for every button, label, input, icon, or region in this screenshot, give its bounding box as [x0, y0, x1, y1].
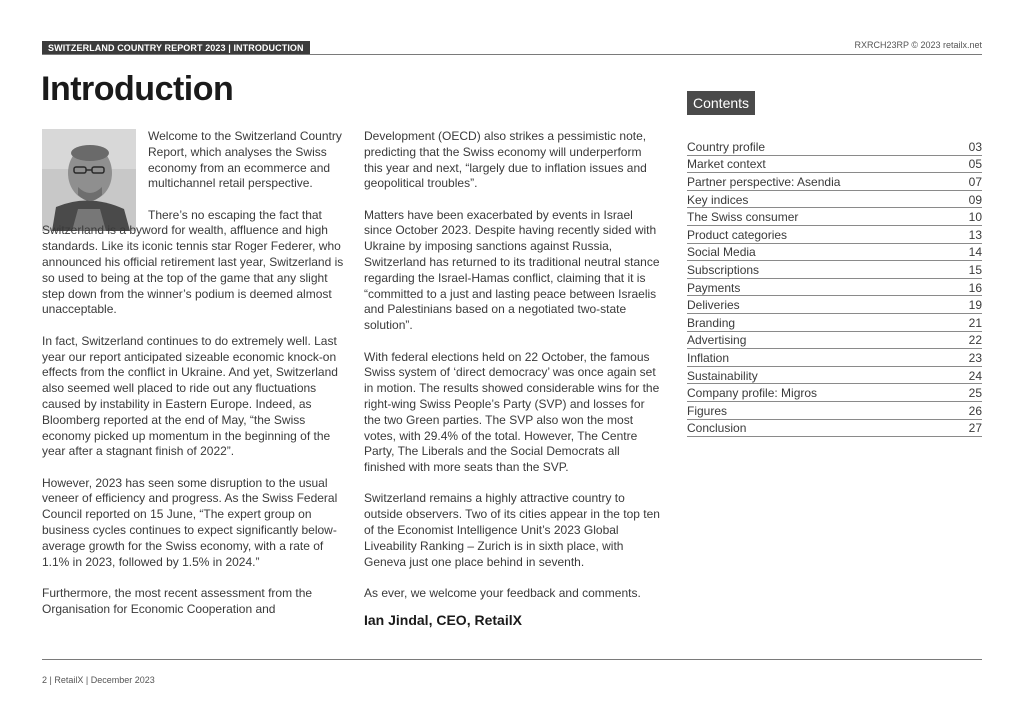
- toc-item[interactable]: [687, 208, 982, 226]
- toc-item[interactable]: [687, 384, 982, 402]
- paragraph: Development (OECD) also strikes a pessimistic note, predicting that the Swiss economy will underperform this year and next, “largely due to inflation issues and geopolitical troubles”.: [364, 129, 647, 191]
- paragraph: Furthermore, the most recent assessment from the Organisation for Economic Cooperation and: [42, 585, 313, 616]
- toc-item-label: Social Media: [687, 245, 756, 260]
- toc-item-label: Deliveries: [687, 298, 740, 313]
- toc-item-label: Sustainability: [687, 368, 758, 383]
- toc-item-label: Market context: [687, 157, 766, 172]
- paragraph: Matters have been exacerbated by events in Israel since October 2023. Despite having recently sided with Ukraine by imposing sanctions against Russia, Switzerland has returned to its traditional neutral stance regarding the Israel-Hamas conflict, claiming that it is “committed to a just and lasting peace between Israelis and Palestinians based on a negotiated two-state solution”.: [364, 207, 660, 333]
- page-title: Introduction: [41, 70, 234, 108]
- paragraph: With federal elections held on 22 October, the famous Swiss system of ‘direct democracy’ was once again set in motion. The results showed considerable wins for the right-wing Swiss People’s Party (SVP) and losses for the two Green parties. The SVP also won the most votes, with 29.4% of the total. However, The Centre Party, The Liberals and the Social Democrats all finished with more seats than the SVP.: [364, 349, 660, 475]
- body-column-right: [364, 129, 662, 629]
- toc-item-label: Inflation: [687, 350, 730, 365]
- toc-item-page: 07: [968, 174, 982, 189]
- toc-item-page: 27: [968, 421, 982, 436]
- toc-item-page: 22: [968, 333, 982, 348]
- toc-item-label: Key indices: [687, 192, 749, 207]
- toc-item[interactable]: [687, 279, 982, 297]
- footer-divider: [42, 659, 982, 660]
- toc-item[interactable]: [687, 138, 982, 156]
- toc-item-page: 03: [968, 139, 982, 154]
- toc-item-label: Country profile: [687, 139, 766, 154]
- toc-item[interactable]: [687, 244, 982, 262]
- paragraph: Welcome to the Switzerland Country Report, which analyses the Swiss economy from an ecommerce and multichannel retail perspective.: [148, 129, 342, 191]
- author-signature: Ian Jindal, CEO, RetailX: [364, 612, 522, 629]
- toc-item-page: 25: [968, 386, 982, 401]
- toc-item[interactable]: [687, 173, 982, 191]
- toc-item-page: 13: [968, 227, 982, 242]
- toc-item[interactable]: [687, 420, 982, 438]
- toc-item-page: 16: [968, 280, 982, 295]
- toc-item[interactable]: [687, 156, 982, 174]
- toc-item-label: Payments: [687, 280, 741, 295]
- toc-item-label: Advertising: [687, 333, 747, 348]
- toc-item[interactable]: [687, 261, 982, 279]
- toc-item-label: Company profile: Migros: [687, 386, 818, 401]
- paragraph: There’s no escaping the fact that Switzerland is a byword for wealth, affluence and high standards. Like its iconic tennis star Roger Federer, who announced his official retirement last year, Switzerland is so used to being at the top of the game that any slight step down from the winner’s podium is deemed almost unacceptable.: [42, 207, 344, 317]
- toc-item-label: Conclusion: [687, 421, 747, 436]
- toc-item-page: 21: [968, 315, 982, 330]
- toc-item[interactable]: [687, 226, 982, 244]
- portrait-spacer: [42, 129, 148, 221]
- toc-item-label: The Swiss consumer: [687, 210, 799, 225]
- header-divider: [42, 54, 982, 55]
- paragraph: As ever, we welcome your feedback and comments.: [364, 585, 641, 600]
- toc-item[interactable]: [687, 332, 982, 350]
- toc-item-page: 26: [968, 403, 982, 418]
- toc-item[interactable]: [687, 191, 982, 209]
- toc-item[interactable]: [687, 349, 982, 367]
- toc-item-page: 23: [968, 350, 982, 365]
- toc-item-label: Figures: [687, 403, 728, 418]
- toc-item[interactable]: [687, 402, 982, 420]
- paragraph: However, 2023 has seen some disruption to the usual veneer of efficiency and progress. As the Swiss Federal Council reported on 15 June, “The expert group on business cycles continues to expect significantly below-average growth for the Swiss economy, with a rate of 1.1% in 2023, followed by 1.5% in 2024.”: [42, 475, 338, 569]
- toc-item-page: 09: [968, 192, 982, 207]
- paragraph: In fact, Switzerland continues to do extremely well. Last year our report anticipated sizeable economic knock-on effects from the conflict in Ukraine. And yet, Switzerland also seemed well placed to ride out any fluctuations caused by instability in Eastern Europe. Indeed, as Bloomberg reported at the end of May, “the Swiss economy picked up momentum in the beginning of the year after a stagnant finish of 2022”.: [42, 333, 338, 459]
- toc-item-label: Partner perspective: Asendia: [687, 174, 841, 189]
- body-column-left: [42, 129, 344, 633]
- toc-item-page: 15: [968, 262, 982, 277]
- page-footer: 2 | RetailX | December 2023: [42, 675, 155, 685]
- toc-item[interactable]: [687, 296, 982, 314]
- section-label: SWITZERLAND COUNTRY REPORT 2023 | INTRODUCTION: [42, 41, 310, 55]
- table-of-contents: [687, 138, 982, 437]
- toc-item-page: 14: [968, 245, 982, 260]
- toc-item[interactable]: [687, 314, 982, 332]
- toc-item-label: Branding: [687, 315, 736, 330]
- contents-heading: Contents: [687, 91, 755, 115]
- toc-item-label: Subscriptions: [687, 262, 760, 277]
- report-reference: RXRCH23RP © 2023 retailx.net: [854, 40, 982, 50]
- toc-item-page: 10: [968, 210, 982, 225]
- toc-item-page: 05: [968, 157, 982, 172]
- paragraph: Switzerland remains a highly attractive country to outside observers. Two of its cities appear in the top ten of the Economist Intelligence Unit’s 2023 Global Liveability Ranking – Zurich is in sixth place, with Geneva just one place behind in seventh.: [364, 491, 660, 569]
- toc-item-page: 19: [968, 298, 982, 313]
- toc-item-page: 24: [968, 368, 982, 383]
- toc-item-label: Product categories: [687, 227, 788, 242]
- toc-item[interactable]: [687, 367, 982, 385]
